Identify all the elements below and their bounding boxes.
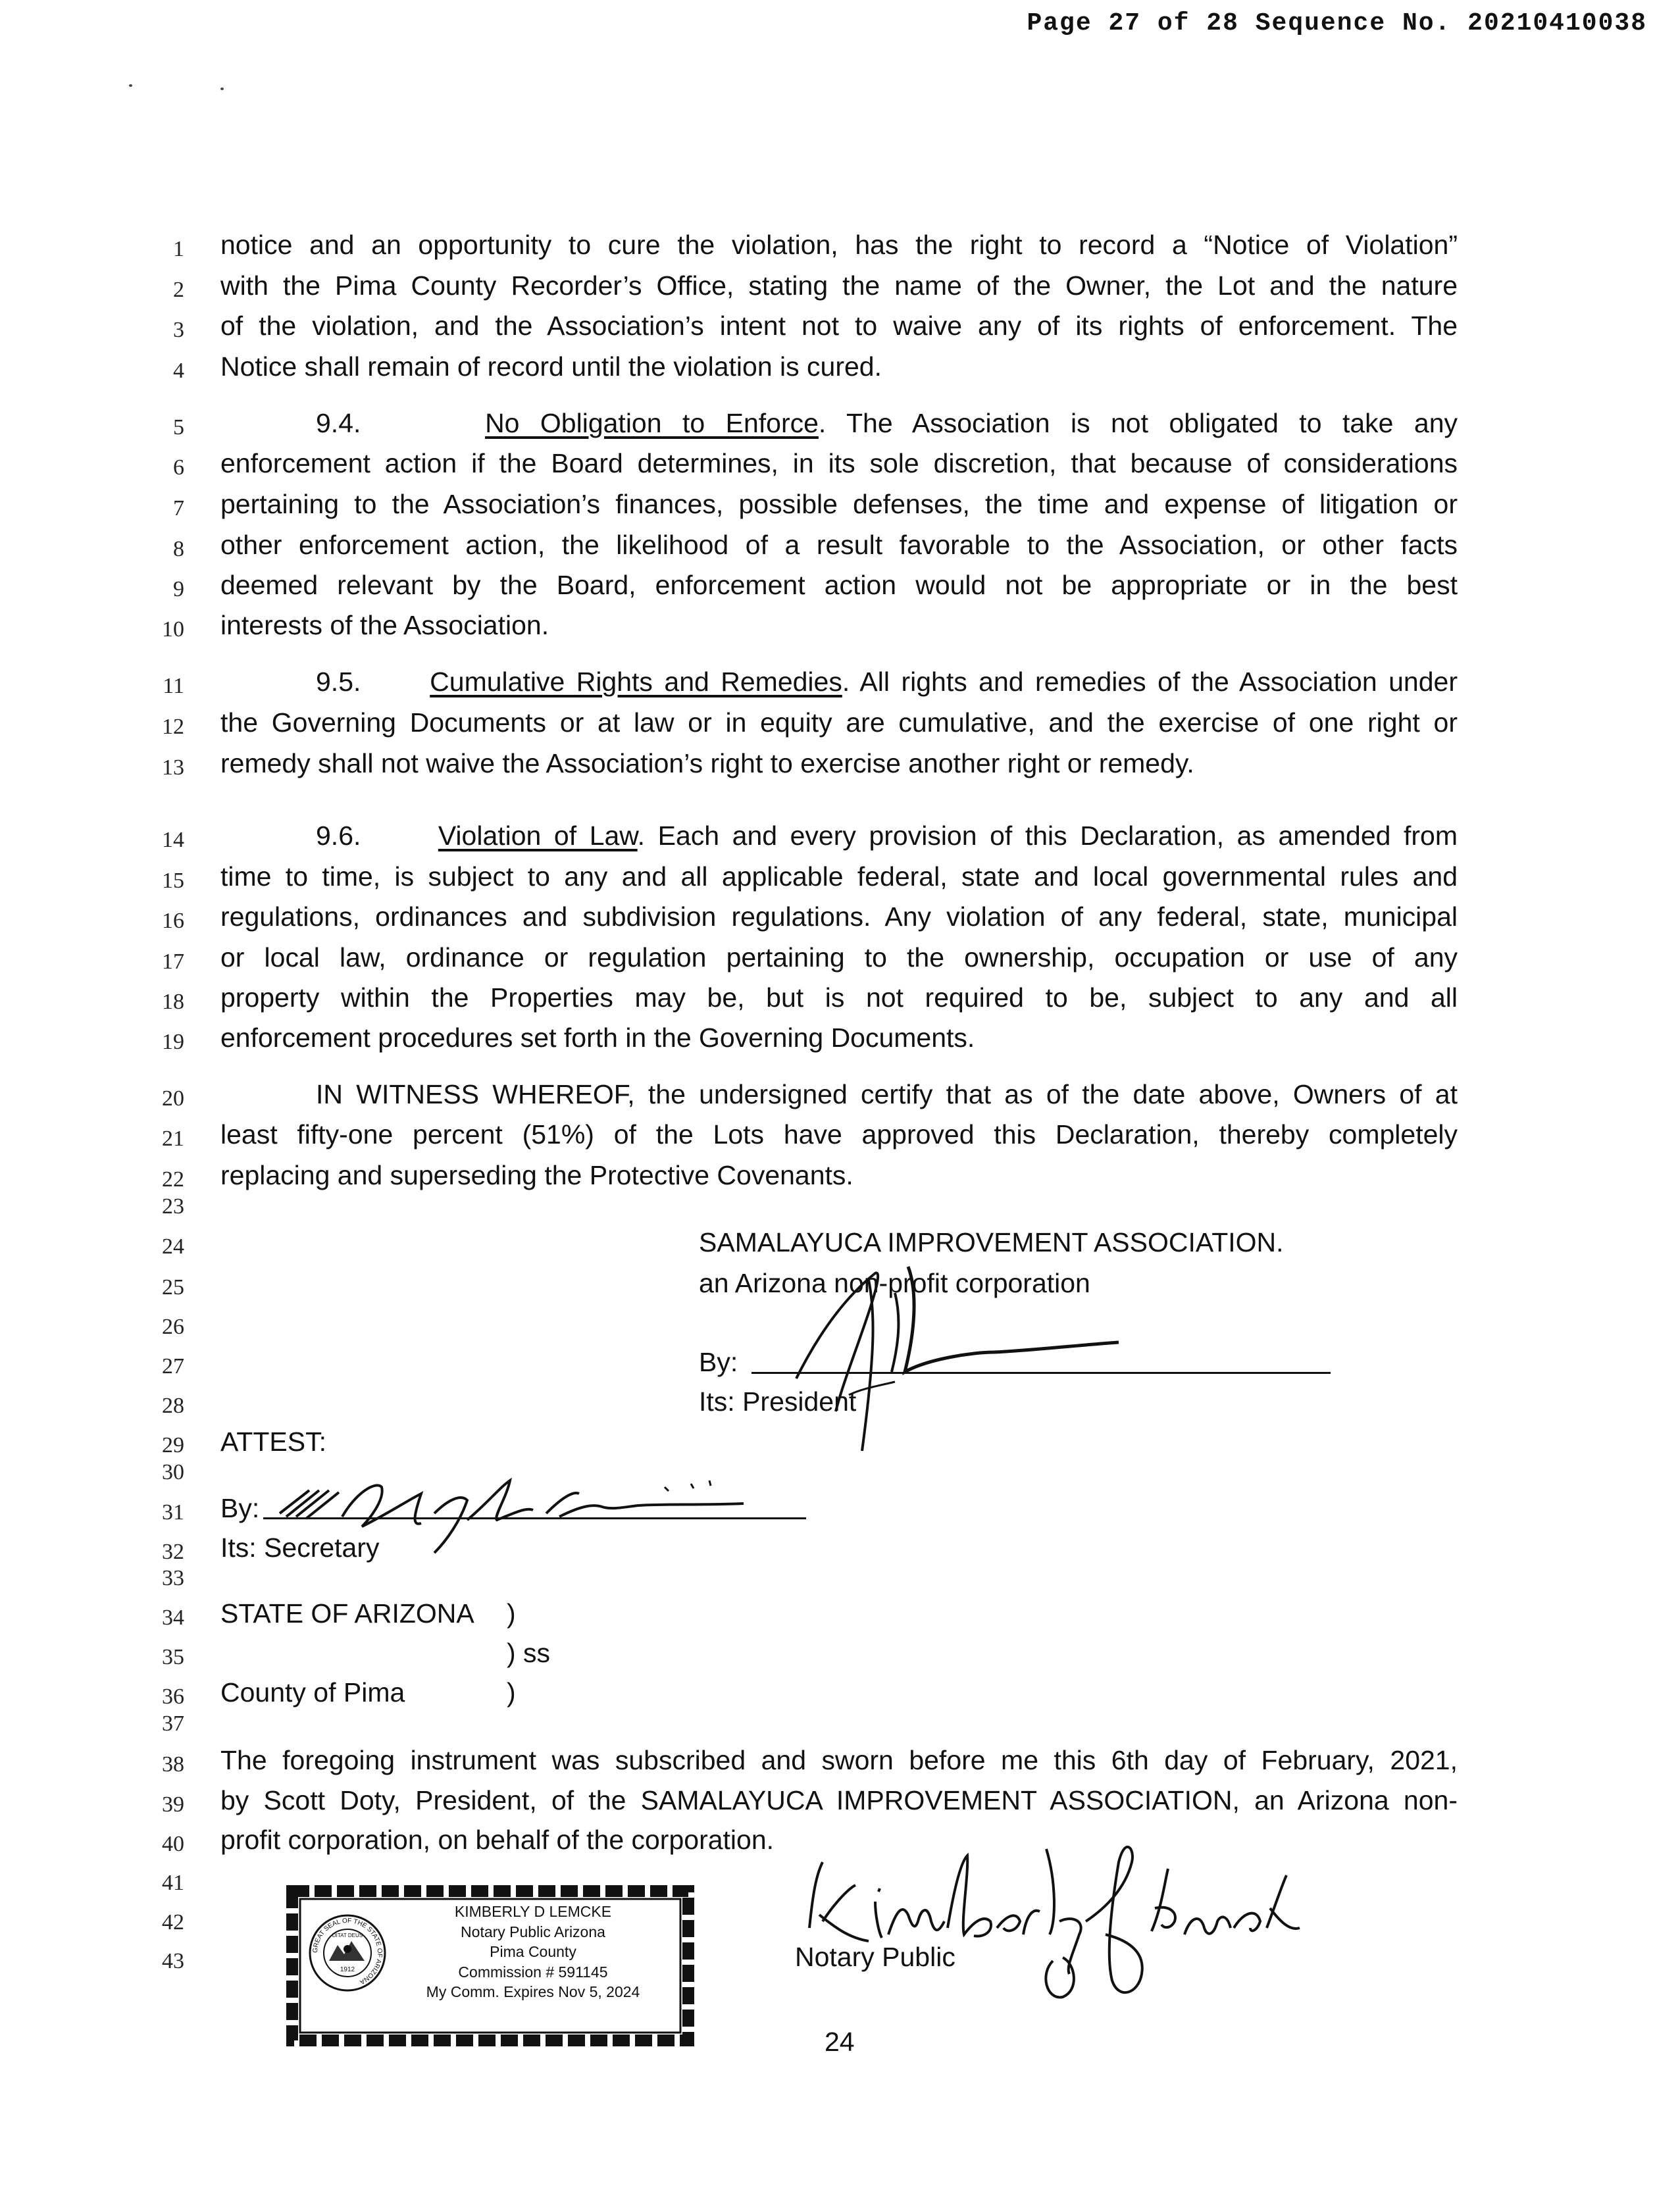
section-heading: Violation of Law <box>438 821 638 851</box>
line-number: 43 <box>162 1949 184 1973</box>
line-number: 25 <box>162 1275 184 1300</box>
line-number: 39 <box>162 1792 184 1817</box>
line-number: 34 <box>162 1606 184 1630</box>
line-number: 7 <box>173 496 184 520</box>
line-number: 9 <box>173 577 184 601</box>
line-number: 33 <box>162 1566 184 1590</box>
page-number: 24 <box>825 2027 855 2057</box>
president-by-label: By: <box>699 1347 738 1377</box>
body-line: time to time, is subject to any and all applicable federal, state and local governmental rules and <box>220 861 1458 892</box>
body-line: deemed relevant by the Board, enforcement action would not be appropriate or in the best <box>220 570 1458 600</box>
notary-county: Pima County <box>490 1943 576 1961</box>
witness-line: IN WITNESS WHEREOF, the undersigned certify that as of the date above, Owners of at <box>316 1079 1458 1109</box>
body-line: enforcement procedures set forth in the Governing Documents. <box>220 1023 975 1053</box>
line-number: 17 <box>162 949 184 974</box>
seal-motto: DITAT DEUS <box>332 1933 363 1938</box>
body-text: . Each and every provision of this Declaration, as amended from <box>637 821 1458 851</box>
venue-county: County of Pima <box>220 1677 405 1708</box>
section-number: 9.4. <box>316 408 361 438</box>
section-number: 9.6. <box>316 821 361 851</box>
line-number: 5 <box>173 415 184 440</box>
body-line: or local law, ordinance or regulation pertaining to the ownership, occupation or use of any <box>220 942 1458 973</box>
notary-signature <box>796 1823 1303 2020</box>
acknowledgment-line: profit corporation, on behalf of the corporation. <box>220 1825 775 1855</box>
section-heading: No Obligation to Enforce <box>485 408 819 438</box>
secretary-by-label: By: <box>220 1493 260 1523</box>
secretary-signature <box>270 1467 757 1559</box>
line-number: 37 <box>162 1711 184 1736</box>
body-line: remedy shall not waive the Association’s right to exercise another right or remedy. <box>220 748 1194 778</box>
line-number: 30 <box>162 1460 184 1484</box>
acknowledgment-line: The foregoing instrument was subscribed and sworn before me this 6th day of February, 2021, <box>220 1745 1458 1775</box>
line-number: 1 <box>173 237 184 261</box>
line-number: 2 <box>173 278 184 302</box>
line-number: 12 <box>162 715 184 739</box>
line-number: 27 <box>162 1354 184 1379</box>
body-text: . The Association is not obligated to take any <box>818 408 1458 438</box>
venue-bracket: ) ss <box>507 1638 551 1668</box>
section-heading: Cumulative Rights and Remedies <box>430 667 842 697</box>
line-number: 36 <box>162 1684 184 1709</box>
notary-title: Notary Public Arizona <box>461 1923 605 1940</box>
scan-speck <box>129 84 132 87</box>
president-title: Its: President <box>699 1386 857 1417</box>
body-line: the Governing Documents or at law or in equity are cumulative, and the exercise of one right or <box>220 707 1458 738</box>
association-name: SAMALAYUCA IMPROVEMENT ASSOCIATION. <box>699 1227 1284 1257</box>
witness-line: least fifty-one percent (51%) of the Lots have approved this Declaration, thereby completely <box>220 1119 1458 1150</box>
line-number: 42 <box>162 1910 184 1935</box>
line-number: 21 <box>162 1126 184 1151</box>
acknowledgment-line: by Scott Doty, President, of the SAMALAYUCA IMPROVEMENT ASSOCIATION, an Arizona non- <box>220 1785 1458 1815</box>
body-line: other enforcement action, the likelihood of a result favorable to the Association, or other facts <box>220 530 1458 560</box>
line-number: 38 <box>162 1752 184 1777</box>
arizona-seal-icon <box>308 1913 387 1992</box>
line-number: 16 <box>162 909 184 933</box>
body-line: interests of the Association. <box>220 610 549 640</box>
seal-text: GREAT SEAL OF THE STATE OF ARIZONA <box>311 1917 384 1986</box>
president-signature <box>776 1253 1145 1471</box>
line-number: 11 <box>163 674 184 698</box>
line-number: 3 <box>173 318 184 342</box>
line-number: 8 <box>173 537 184 561</box>
attest-label: ATTEST: <box>220 1427 326 1457</box>
line-number: 20 <box>162 1086 184 1111</box>
line-number: 10 <box>162 617 184 642</box>
section-9-4-line <box>316 410 1458 437</box>
notary-commission: Commission # 591145 <box>458 1963 608 1981</box>
body-line: enforcement action if the Board determines, in its sole discretion, that because of considerations <box>220 448 1458 478</box>
venue-bracket: ) <box>507 1598 516 1629</box>
line-number: 31 <box>162 1500 184 1525</box>
line-number: 41 <box>162 1871 184 1895</box>
section-9-5-line <box>316 669 1458 696</box>
line-number: 24 <box>162 1234 184 1259</box>
notary-stamp <box>283 1882 698 2050</box>
line-number: 4 <box>173 359 184 383</box>
body-line: of the violation, and the Association’s intent not to waive any of its rights of enforcement. The <box>220 311 1458 341</box>
line-number: 28 <box>162 1394 184 1418</box>
line-number: 29 <box>162 1433 184 1457</box>
line-number: 13 <box>162 755 184 780</box>
venue-bracket: ) <box>507 1677 516 1708</box>
body-line: Notice shall remain of record until the violation is cured. <box>220 351 882 382</box>
line-number: 26 <box>162 1315 184 1339</box>
notary-public-label: Notary Public <box>795 1942 955 1972</box>
stamp-details <box>388 1902 678 2002</box>
line-number: 14 <box>162 828 184 852</box>
line-number: 6 <box>173 455 184 480</box>
section-number: 9.5. <box>316 667 361 697</box>
line-number: 22 <box>162 1167 184 1192</box>
witness-line: replacing and superseding the Protective Covenants. <box>220 1160 853 1190</box>
recording-header: Page 27 of 28 Sequence No. 20210410038 <box>1027 9 1647 38</box>
secretary-title: Its: Secretary <box>220 1532 380 1563</box>
body-text: . All rights and remedies of the Association under <box>842 667 1458 697</box>
seal-year: 1912 <box>340 1966 355 1973</box>
line-number: 40 <box>162 1832 184 1856</box>
line-number: 19 <box>162 1030 184 1054</box>
corporation-type: an Arizona non-profit corporation <box>699 1268 1090 1298</box>
body-line: property within the Properties may be, but is not required to be, subject to any and all <box>220 982 1458 1013</box>
line-number: 23 <box>162 1194 184 1219</box>
body-line: notice and an opportunity to cure the violation, has the right to record a “Notice of Violation” <box>220 230 1458 260</box>
body-line: regulations, ordinances and subdivision regulations. Any violation of any federal, state, municipal <box>220 901 1458 932</box>
line-number: 18 <box>162 990 184 1014</box>
body-line: pertaining to the Association’s finances, possible defenses, the time and expense of litigation or <box>220 489 1458 519</box>
notary-name: KIMBERLY D LEMCKE <box>454 1903 612 1920</box>
section-9-6-line <box>316 822 1458 849</box>
scan-speck <box>220 88 224 90</box>
line-number: 32 <box>162 1540 184 1564</box>
venue-state: STATE OF ARIZONA <box>220 1598 474 1629</box>
line-number: 35 <box>162 1645 184 1669</box>
body-line: with the Pima County Recorder’s Office, stating the name of the Owner, the Lot and the nature <box>220 270 1458 301</box>
line-number: 15 <box>162 869 184 893</box>
notary-expiration: My Comm. Expires Nov 5, 2024 <box>426 1983 640 2001</box>
